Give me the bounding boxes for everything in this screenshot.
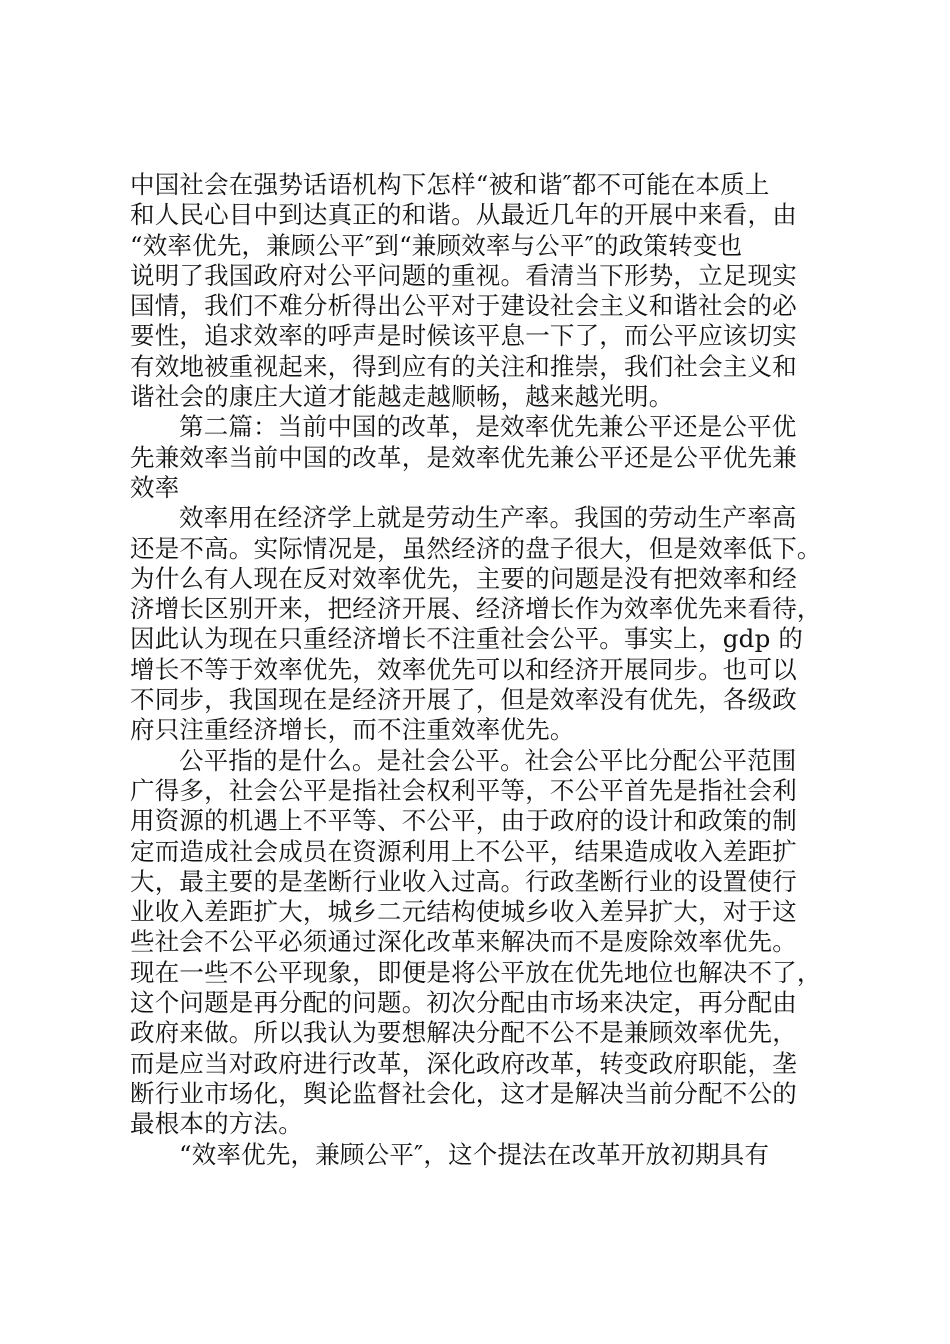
paragraph-first-line: “效率优先，兼顾公平″，这个提法在改革开放初期具有: [179, 1139, 770, 1169]
paragraph-first-line: 公平指的是什么。是社会公平。社会公平比分配公平范围: [179, 745, 797, 775]
text-line: 说明了我国政府对公平问题的重视。看清当下形势，立足现实: [130, 260, 797, 290]
body-text: [130, 170, 830, 1170]
text-line: 和人民心目中到达真正的和谐。从最近几年的开展中来看，由: [130, 200, 797, 230]
text-line: “效率优先，兼顾公平″到“兼顾效率与公平″的政策转变也: [130, 230, 743, 260]
text-line: 现在一些不公平现象，即便是将公平放在优先地位也解决不了，: [130, 957, 822, 987]
text-line: 政府来做。所以我认为要想解决分配不公不是兼顾效率优先，: [130, 1018, 797, 1048]
paragraph-first-line: 效率用在经济学上就是劳动生产率。我国的劳动生产率高: [179, 503, 797, 533]
text-line: 不同步，我国现在是经济开展了，但是效率没有优先，各级政: [130, 685, 797, 715]
text-line: 中国社会在强势话语机构下怎样“被和谐″都不可能在本质上: [130, 170, 770, 199]
text-line: 业收入差距扩大，城乡二元结构使城乡收入差异扩大，对于这: [130, 897, 797, 927]
text-line: 最根本的方法。: [130, 1109, 303, 1139]
text-line: 这个问题是再分配的问题。初次分配由市场来决定，再分配由: [130, 988, 797, 1018]
text-line: 而是应当对政府进行改革，深化政府改革，转变政府职能，垄: [130, 1048, 797, 1078]
text-line: 为什么有人现在反对效率优先，主要的问题是没有把效率和经: [130, 563, 797, 593]
text-line: 效率: [130, 472, 180, 502]
text-line: 定而造成社会成员在资源利用上不公平，结果造成收入差距扩: [130, 836, 797, 866]
text-line: 济增长区别开来，把经济开展、经济增长作为效率优先来看待，: [130, 594, 822, 624]
text-line: 些社会不公平必须通过深化改革来解决而不是废除效率优先。: [130, 927, 797, 957]
text-line: 要性，追求效率的呼声是时候该平息一下了，而公平应该切实: [130, 321, 797, 351]
text-line: 因此认为现在只重经济增长不注重社会公平。事实上，gdp 的: [130, 624, 804, 654]
text-line: 断行业市场化，舆论监督社会化，这才是解决当前分配不公的: [130, 1078, 797, 1108]
text-line: 府只注重经济增长，而不注重效率优先。: [130, 715, 575, 745]
text-line: 增长不等于效率优先，效率优先可以和经济开展同步。也可以: [130, 654, 797, 684]
text-line: 用资源的机遇上不平等、不公平，由于政府的设计和政策的制: [130, 806, 797, 836]
text-line: 大，最主要的是垄断行业收入过高。行政垄断行业的设置使行: [130, 866, 797, 896]
text-line: 谐社会的康庄大道才能越走越顺畅，越来越光明。: [130, 382, 674, 412]
text-line: 有效地被重视起来，得到应有的关注和推崇，我们社会主义和: [130, 351, 797, 381]
text-line: 广得多，社会公平是指社会权利平等，不公平首先是指社会利: [130, 775, 797, 805]
text-line: 先兼效率当前中国的改革，是效率优先兼公平还是公平优先兼: [130, 442, 797, 472]
text-line: 国情，我们不难分析得出公平对于建设社会主义和谐社会的必: [130, 291, 797, 321]
paragraph-first-line: 第二篇：当前中国的改革，是效率优先兼公平还是公平优: [179, 412, 797, 442]
text-line: 还是不高。实际情况是，虽然经济的盘子很大，但是效率低下。: [130, 533, 822, 563]
